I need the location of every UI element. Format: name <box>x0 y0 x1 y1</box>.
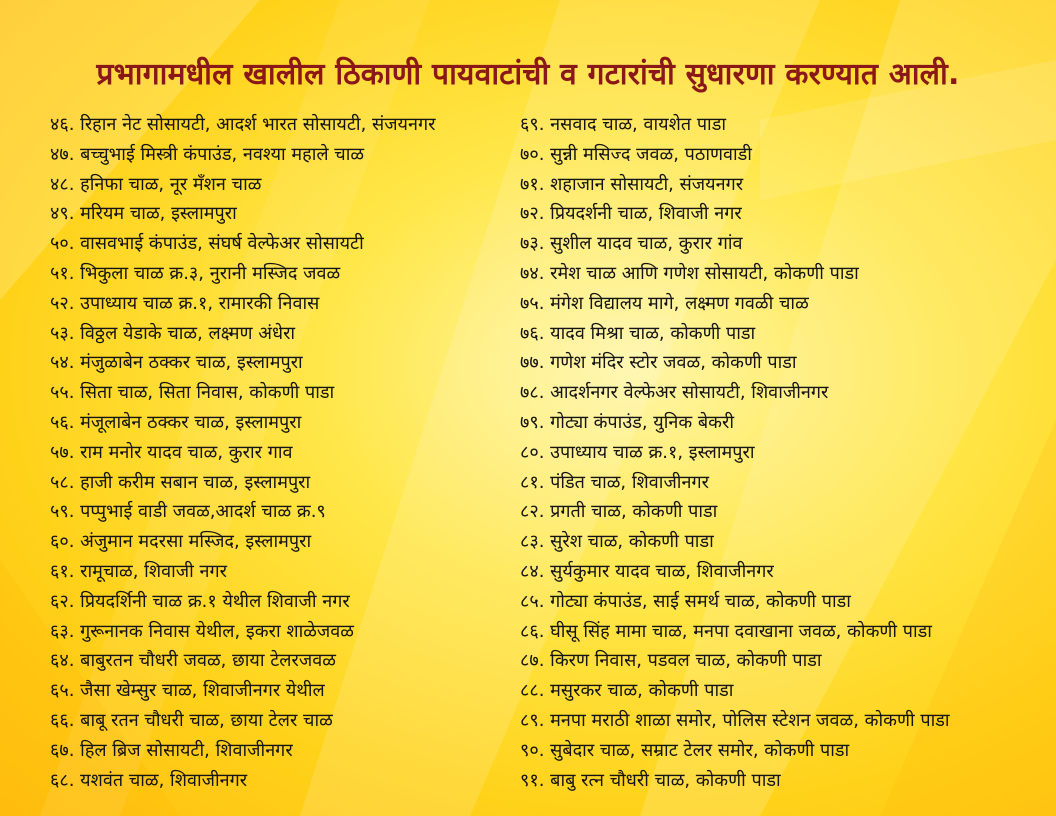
list-item: ६६. बाबू रतन चौधरी चाळ, छाया टेलर चाळ <box>50 709 333 731</box>
list-item: ५६. मंजूलाबेन ठक्कर चाळ, इस्लामपुरा <box>50 411 302 433</box>
list-item: ५४. मंजुळाबेन ठक्कर चाळ, इस्लामपुरा <box>50 352 303 374</box>
left-location-list <box>50 110 435 795</box>
list-item: ७६. यादव मिश्रा चाळ, कोकणी पाडा <box>520 322 756 344</box>
list-item: ८१. पंडित चाळ, शिवाजीनगर <box>520 471 709 493</box>
list-item: ७७. गणेश मंदिर स्टोर जवळ, कोकणी पाडा <box>520 352 797 374</box>
list-item: ४७. बच्चुभाई मिस्त्री कंपाउंड, नवश्या महाले चाळ <box>50 143 365 165</box>
list-item: ४८. हनिफा चाळ, नूर मँशन चाळ <box>50 173 262 195</box>
list-item: ७५. मंगेश विद्यालय मागे, लक्ष्मण गवळी चाळ <box>520 292 809 314</box>
list-item: ५७. राम मनोर यादव चाळ, कुरार गाव <box>50 441 293 463</box>
list-item: ५२. उपाध्याय चाळ क्र.१, रामारकी निवास <box>50 292 320 314</box>
list-item: ६२. प्रियदर्शिनी चाळ क्र.१ येथील शिवाजी नगर <box>50 590 350 612</box>
list-item: ५५. सिता चाळ, सिता निवास, कोकणी पाडा <box>50 382 335 404</box>
list-item: ६९. नसवाद चाळ, वायशेत पाडा <box>520 114 726 135</box>
list-item: ८४. सुर्यकुमार यादव चाळ, शिवाजीनगर <box>520 560 774 582</box>
page-title: प्रभागामधील खालील ठिकाणी पायवाटांची व गटारांची सुधारणा करण्यात आली. <box>96 57 960 92</box>
list-item: ८८. मसुरकर चाळ, कोकणी पाडा <box>520 680 734 702</box>
list-item: ८६. घीसू सिंह मामा चाळ, मनपा दवाखाना जवळ, कोकणी पाडा <box>520 620 932 642</box>
list-item: ७८. आदर्शनगर वेल्फेअर सोसायटी, शिवाजीनगर <box>520 382 829 404</box>
list-item: ५१. भिकुला चाळ क्र.३, नुरानी मस्जिद जवळ <box>50 262 341 284</box>
list-item: ४६. रिहान नेट सोसायटी, आदर्श भारत सोसायटी, संजयनगर <box>50 114 436 135</box>
list-item: ४९. मरियम चाळ, इस्लामपुरा <box>50 203 237 225</box>
list-item: ६८. यशवंत चाळ, शिवाजीनगर <box>50 769 248 791</box>
list-item: ६५. जैसा खेम्सुर चाळ, शिवाजीनगर येथील <box>50 680 325 702</box>
list-item: ५३. विठ्ठल येडाके चाळ, लक्ष्मण अंधेरा <box>50 322 296 344</box>
list-item: ८०. उपाध्याय चाळ क्र.१, इस्लामपुरा <box>520 441 755 463</box>
list-item: ९०. सुबेदार चाळ, सम्राट टेलर समोर, कोकणी पाडा <box>520 739 850 761</box>
list-item: ८२. प्रगती चाळ, कोकणी पाडा <box>520 501 718 523</box>
list-item: ७०. सुन्नी मसिज्द जवळ, पठाणवाडी <box>520 143 752 165</box>
list-item: ९१. बाबु रत्न चौधरी चाळ, कोकणी पाडा <box>520 769 781 791</box>
list-item: ६७. हिल ब्रिज सोसायटी, शिवाजीनगर <box>50 739 293 761</box>
list-item: ७२. प्रियदर्शनी चाळ, शिवाजी नगर <box>520 203 742 225</box>
list-item: ७९. गोट्या कंपाउंड, युनिक बेकरी <box>520 411 735 433</box>
list-item: ६०. अंजुमान मदरसा मस्जिद, इस्लामपुरा <box>50 531 312 553</box>
list-item: ७४. रमेश चाळ आणि गणेश सोसायटी, कोकणी पाडा <box>520 262 859 284</box>
list-item: ७१. शहाजान सोसायटी, संजयनगर <box>520 173 744 195</box>
list-item: ८९. मनपा मराठी शाळा समोर, पोलिस स्टेशन जवळ, कोकणी पाडा <box>520 709 950 731</box>
list-item: ५९. पप्पुभाई वाडी जवळ,आदर्श चाळ क्र.९ <box>50 501 326 523</box>
list-item: ७३. सुशील यादव चाळ, कुरार गांव <box>520 233 743 255</box>
list-item: ६३. गुरूनानक निवास येथील, इकरा शाळेजवळ <box>50 620 354 642</box>
right-location-list <box>520 110 950 795</box>
list-item: ८७. किरण निवास, पडवल चाळ, कोकणी पाडा <box>520 650 822 672</box>
list-item: ८५. गोट्या कंपाउंड, साई समर्थ चाळ, कोकणी पाडा <box>520 590 851 612</box>
list-item: ८३. सुरेश चाळ, कोकणी पाडा <box>520 531 714 553</box>
list-item: ६४. बाबुरतन चौधरी जवळ, छाया टेलरजवळ <box>50 650 336 672</box>
list-item: ५०. वासवभाई कंपाउंड, संघर्ष वेल्फेअर सोसायटी <box>50 233 364 255</box>
list-item: ६१. रामूचाळ, शिवाजी नगर <box>50 560 227 582</box>
list-item: ५८. हाजी करीम सबान चाळ, इस्लामपुरा <box>50 471 311 493</box>
